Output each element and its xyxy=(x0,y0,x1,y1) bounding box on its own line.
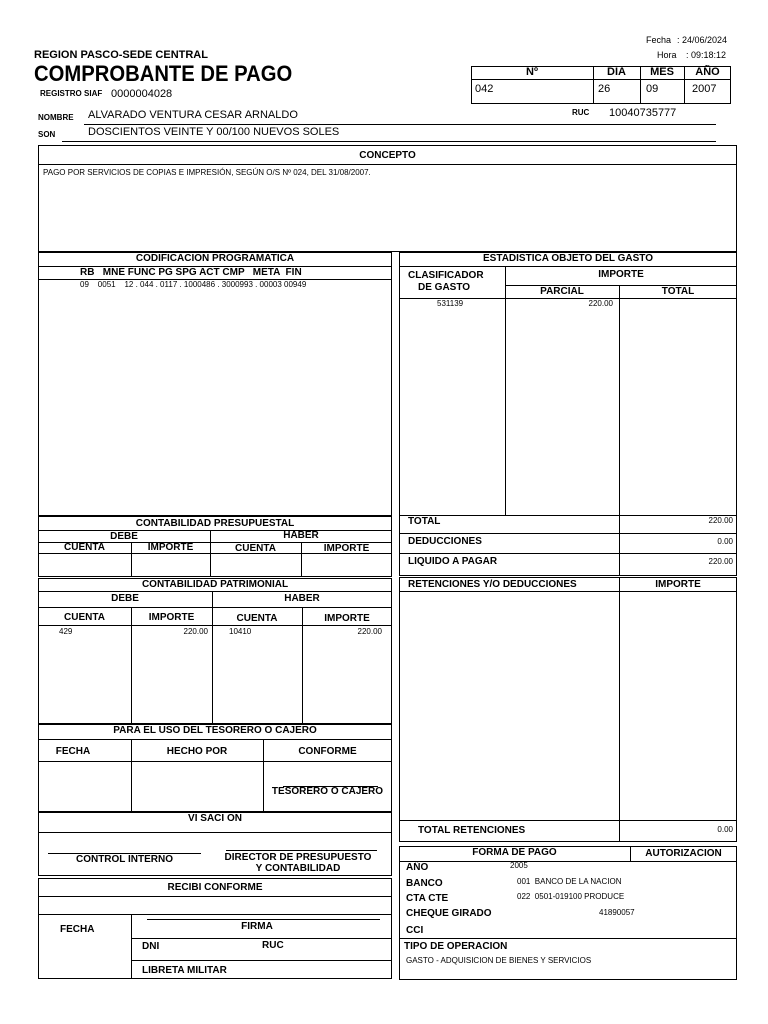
numero-value: 042 xyxy=(475,83,494,95)
tesorero-hecho-por: HECHO POR xyxy=(166,746,228,757)
cta-cte-value: 022 0501-019100 PRODUCE xyxy=(517,892,625,901)
concepto-text: PAGO POR SERVICIOS DE COPIAS E IMPRESIÓN, SEGÚN O/S Nº 024, DEL 31/08/2007. xyxy=(43,168,371,177)
importe-label: IMPORTE xyxy=(598,269,644,280)
codificacion-section xyxy=(38,252,392,516)
patrimonial-haber-importe: 220.00 xyxy=(357,627,382,636)
banco-value: 001 BANCO DE LA NACION xyxy=(517,877,622,886)
concepto-heading: CONCEPTO xyxy=(359,150,416,161)
retenciones-importe-heading: IMPORTE xyxy=(655,579,701,590)
forma-pago-heading: FORMA DE PAGO xyxy=(472,847,557,858)
total-retenciones-label: TOTAL RETENCIONES xyxy=(418,825,526,836)
cheque-girado-value: 41890057 xyxy=(599,908,635,917)
patrimonial-haber-cuenta-header: CUENTA xyxy=(236,613,278,624)
region-name: REGION PASCO-SEDE CENTRAL xyxy=(34,49,208,61)
hora-label: Hora xyxy=(657,50,677,60)
autorizacion-heading: AUTORIZACION xyxy=(645,848,722,859)
presupuestal-haber-importe: IMPORTE xyxy=(323,543,370,554)
tesorero-conforme: CONFORME xyxy=(298,746,357,757)
parcial-value: 220.00 xyxy=(588,299,613,308)
presupuestal-debe-cuenta: CUENTA xyxy=(64,542,105,553)
registro-siaf-label: REGISTRO SIAF xyxy=(40,89,103,98)
recibi-libreta-militar: LIBRETA MILITAR xyxy=(142,965,227,976)
tesorero-fecha: FECHA xyxy=(55,746,91,757)
patrimonial-debe: DEBE xyxy=(111,593,139,604)
presupuestal-haber: HABER xyxy=(283,530,319,541)
anio-value: 2007 xyxy=(692,83,717,95)
clasificador-label: CLASIFICADOR xyxy=(408,270,484,281)
codificacion-row: 09 0051 12 . 044 . 0117 . 1000486 . 3000993 . 00003 00949 xyxy=(80,280,307,289)
de-gasto-label: DE GASTO xyxy=(418,282,471,293)
mes-value: 09 xyxy=(646,83,659,95)
registro-siaf-value: 0000004028 xyxy=(111,88,173,100)
recibi-heading: RECIBI CONFORME xyxy=(167,882,263,893)
retenciones-section xyxy=(399,577,737,842)
cta-cte-label: CTA CTE xyxy=(406,893,449,904)
nombre-label: NOMBRE xyxy=(38,113,74,122)
recibi-firma: FIRMA xyxy=(241,921,273,932)
deducciones-label: DEDUCCIONES xyxy=(408,536,482,547)
visacion-heading: VI SACI ON xyxy=(188,813,242,824)
presupuestal-debe: DEBE xyxy=(110,531,138,542)
tesorero-firma: TESORERO O CAJERO xyxy=(271,786,384,797)
presupuestal-debe-importe: IMPORTE xyxy=(147,542,194,553)
director-label-1: DIRECTOR DE PRESUPUESTO xyxy=(224,852,372,863)
numero-label: Nº xyxy=(526,66,538,78)
fp-anio-value: 2005 xyxy=(510,861,528,870)
tesorero-heading: PARA EL USO DEL TESORERO O CAJERO xyxy=(113,725,317,736)
concepto-section xyxy=(38,145,737,252)
patrimonial-debe-cuenta-header: CUENTA xyxy=(64,612,105,623)
anio-label: AÑO xyxy=(695,66,720,78)
patrimonial-heading: CONTABILIDAD PATRIMONIAL xyxy=(141,579,289,590)
presupuestal-haber-cuenta: CUENTA xyxy=(235,543,276,554)
liquido-value: 220.00 xyxy=(708,557,733,566)
total-row-value: 220.00 xyxy=(708,516,733,525)
patrimonial-haber-cuenta: 10410 xyxy=(229,627,252,636)
total-row-label: TOTAL xyxy=(408,516,441,527)
deducciones-value: 0.00 xyxy=(717,537,733,546)
recibi-ruc: RUC xyxy=(262,940,284,951)
control-interno-label: CONTROL INTERNO xyxy=(75,854,174,865)
tipo-operacion-label: TIPO DE OPERACION xyxy=(404,941,508,952)
cci-label: CCI xyxy=(406,925,424,936)
total-label: TOTAL xyxy=(661,286,695,297)
liquido-label: LIQUIDO A PAGAR xyxy=(408,556,498,567)
total-retenciones-value: 0.00 xyxy=(717,825,733,834)
cheque-girado-label: CHEQUE GIRADO xyxy=(406,908,492,919)
fecha-value: : 24/06/2024 xyxy=(677,35,728,45)
dia-value: 26 xyxy=(598,83,611,95)
retenciones-heading: RETENCIONES Y/O DEDUCCIONES xyxy=(408,579,577,590)
director-label-2: Y CONTABILIDAD xyxy=(255,863,341,874)
son-label: SON xyxy=(38,130,56,139)
patrimonial-debe-importe: 220.00 xyxy=(183,627,208,636)
fecha-label: Fecha xyxy=(646,35,672,45)
presupuestal-heading: CONTABILIDAD PRESUPUESTAL xyxy=(135,518,295,529)
son-value: DOSCIENTOS VEINTE Y 00/100 NUEVOS SOLES xyxy=(88,126,340,138)
patrimonial-debe-importe-header: IMPORTE xyxy=(148,612,195,623)
fp-anio-label: AÑO xyxy=(406,862,429,873)
dia-label: DIA xyxy=(607,66,626,78)
estadistica-heading: ESTADISTICA OBJETO DEL GASTO xyxy=(482,253,654,264)
ruc-value: 10040735777 xyxy=(609,107,677,119)
clasificador-value: 531139 xyxy=(437,299,464,308)
tesorero-section xyxy=(38,724,392,812)
recibi-fecha: FECHA xyxy=(60,924,95,935)
hora-value: : 09:18:12 xyxy=(686,50,727,60)
patrimonial-haber: HABER xyxy=(284,593,320,604)
patrimonial-debe-cuenta: 429 xyxy=(59,627,73,636)
tipo-operacion-value: GASTO - ADQUISICION DE BIENES Y SERVICIOS xyxy=(406,956,592,965)
recibi-dni: DNI xyxy=(142,941,160,952)
banco-label: BANCO xyxy=(406,878,443,889)
mes-label: MES xyxy=(650,66,674,78)
page-title: COMPROBANTE DE PAGO xyxy=(34,61,293,86)
codificacion-column-headers: RB MNE FUNC PG SPG ACT CMP META FIN xyxy=(80,267,302,278)
codificacion-heading: CODIFICACION PROGRAMATICA xyxy=(135,253,295,264)
patrimonial-haber-importe-header: IMPORTE xyxy=(324,613,370,624)
parcial-label: PARCIAL xyxy=(540,286,584,297)
nombre-value: ALVARADO VENTURA CESAR ARNALDO xyxy=(88,109,298,121)
ruc-label: RUC xyxy=(572,108,590,117)
